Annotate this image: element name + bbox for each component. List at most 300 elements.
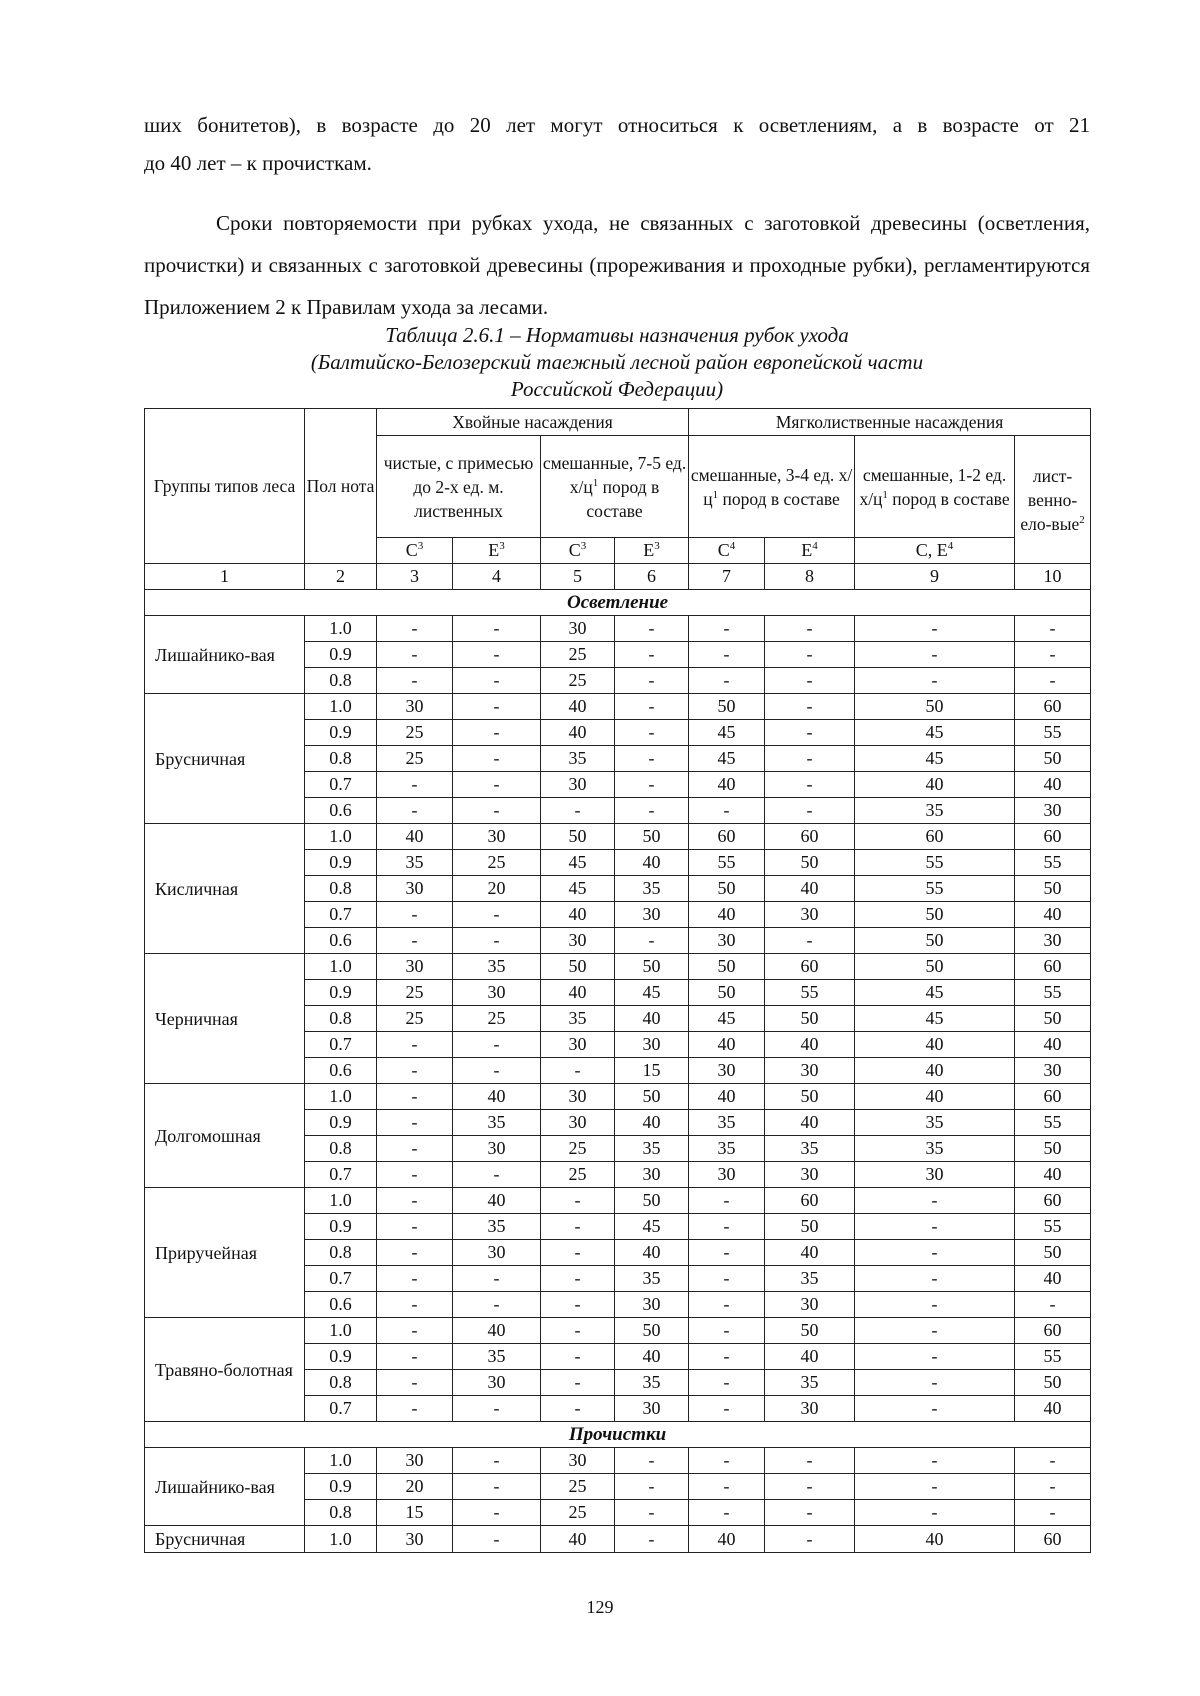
table-cell: - [377,668,453,694]
footnote-mark-3: 3 [499,540,505,552]
density-cell: 0.7 [305,1032,377,1058]
table-cell: 25 [453,850,541,876]
table-cell: 55 [1015,1110,1091,1136]
table-cell: - [541,1396,615,1422]
column-number: 4 [453,564,541,590]
table-cell: 50 [615,1318,689,1344]
table-cell: - [453,1448,541,1474]
table-cell: 55 [855,850,1015,876]
table-cell: - [615,1474,689,1500]
table-cell: 45 [689,1006,765,1032]
table-cell: - [855,1474,1015,1500]
table-cell: - [615,1500,689,1526]
table-cell: - [765,694,855,720]
density-cell: 1.0 [305,1526,377,1553]
forest-group-name: Кисличная [145,824,305,954]
header-e4 [765,538,855,564]
table-cell: - [453,694,541,720]
table-cell: - [855,1214,1015,1240]
column-number: 9 [855,564,1015,590]
table-cell: 50 [855,902,1015,928]
table-cell: - [377,1266,453,1292]
table-cell: - [1015,1500,1091,1526]
table-cell: - [615,1526,689,1553]
table-cell: 25 [541,642,615,668]
table-cell: 40 [765,1110,855,1136]
table-cell: 30 [377,1526,453,1553]
table-cell: 20 [377,1474,453,1500]
table-cell: 50 [1015,746,1091,772]
table-cell: - [377,1188,453,1214]
header-ce4 [855,538,1015,564]
table-cell: 55 [1015,720,1091,746]
table-cell: 25 [541,668,615,694]
table-cell: - [453,772,541,798]
table-cell: - [855,1188,1015,1214]
table-cell: 30 [541,1032,615,1058]
table-cell: 30 [453,980,541,1006]
table-cell: - [453,668,541,694]
density-cell: 0.8 [305,1136,377,1162]
table-cell: 35 [765,1370,855,1396]
norms-table [144,408,1091,1553]
density-cell: 0.9 [305,1474,377,1500]
density-cell: 0.8 [305,746,377,772]
table-cell: 45 [855,1006,1015,1032]
column-number: 3 [377,564,453,590]
table-cell: 30 [765,1292,855,1318]
table-cell: 30 [689,1162,765,1188]
table-cell: 30 [541,928,615,954]
table-cell: 40 [1015,772,1091,798]
table-cell: - [377,1318,453,1344]
intro-paragraph [144,112,1090,176]
table-cell: 40 [1015,902,1091,928]
density-cell: 0.9 [305,980,377,1006]
table-cell: 50 [1015,1370,1091,1396]
table-cell: - [615,668,689,694]
table-cell: - [453,1396,541,1422]
table-cell: 35 [453,1344,541,1370]
intro-line-2: до 40 лет – к прочисткам. [144,151,372,175]
table-cell: - [765,642,855,668]
table-cell: - [377,798,453,824]
table-cell: 25 [377,980,453,1006]
density-cell: 0.8 [305,876,377,902]
table-cell: 50 [855,694,1015,720]
table-cell: - [453,616,541,642]
table-cell: - [1015,642,1091,668]
table-cell: - [855,1292,1015,1318]
density-cell: 1.0 [305,1188,377,1214]
table-cell: - [689,642,765,668]
footnote-mark-3: 3 [417,540,424,552]
table-cell: 40 [615,1006,689,1032]
header-mixed-7-5 [541,436,689,538]
table-cell: 30 [453,1370,541,1396]
density-cell: 0.6 [305,928,377,954]
table-cell: 30 [765,1162,855,1188]
column-number-row [145,564,1091,590]
page-number: 129 [586,1597,614,1617]
table-cell: - [377,1110,453,1136]
table-cell: 40 [765,1240,855,1266]
footnote-mark-4: 4 [812,540,818,552]
table-cell: 40 [855,1058,1015,1084]
table-cell: 30 [615,902,689,928]
table-cell: - [689,1448,765,1474]
table-cell: 40 [541,1526,615,1553]
species-c: С [717,540,730,560]
table-cell: 55 [1015,1214,1091,1240]
forest-group-name: Лишайнико-вая [145,1448,305,1526]
table-row [145,1448,1091,1474]
header-deciduous-spruce-label: лист-венно-ело-вые [1020,465,1080,534]
table-cell: 40 [541,902,615,928]
table-cell: 35 [689,1136,765,1162]
table-cell: - [765,1448,855,1474]
table-cell: - [453,1500,541,1526]
caption-line-2: (Балтийско-Белозерский таежный лесной район европейской части [310,350,924,374]
table-cell: - [615,746,689,772]
table-cell: - [541,1344,615,1370]
table-cell: 50 [855,954,1015,980]
header-mixed-1-2-post: пород в составе [887,488,1010,509]
table-cell: 40 [1015,1162,1091,1188]
table-cell: 35 [615,1370,689,1396]
table-cell: - [855,1266,1015,1292]
table-row [145,694,1091,720]
forest-group-name: Травяно-болотная [145,1318,305,1422]
table-cell: - [615,1448,689,1474]
table-cell: 25 [377,1006,453,1032]
table-cell: - [453,1474,541,1500]
table-cell: 40 [1015,1032,1091,1058]
table-cell: 35 [453,954,541,980]
header-density: Пол нота [305,409,377,564]
table-cell: 15 [615,1058,689,1084]
forest-group-name: Лишайнико-вая [145,616,305,694]
table-cell: 50 [615,954,689,980]
table-cell: 50 [1015,1136,1091,1162]
table-cell: 60 [855,824,1015,850]
table-cell: 55 [1015,850,1091,876]
table-cell: 35 [855,1110,1015,1136]
table-cell: - [541,1214,615,1240]
header-mixed-3-4-post: пород в составе [718,488,840,509]
table-cell: - [615,616,689,642]
table-cell: 30 [377,954,453,980]
table-cell: - [689,1292,765,1318]
table-cell: 25 [541,1162,615,1188]
table-cell: 40 [855,1032,1015,1058]
table-cell: 40 [689,772,765,798]
table-cell: 25 [453,1006,541,1032]
table-cell: 35 [615,1266,689,1292]
density-cell: 0.7 [305,1396,377,1422]
table-cell: 40 [453,1188,541,1214]
column-number: 5 [541,564,615,590]
table-cell: - [377,642,453,668]
table-cell: 50 [615,824,689,850]
table-cell: 35 [615,876,689,902]
table-cell: 50 [615,1188,689,1214]
table-cell: - [615,720,689,746]
column-number: 10 [1015,564,1091,590]
table-cell: - [453,1162,541,1188]
forest-group-name: Приручейная [145,1188,305,1318]
density-cell: 0.8 [305,1500,377,1526]
species-e: Е [488,540,500,560]
table-cell: - [615,694,689,720]
section-title: Осветление [145,590,1091,616]
table-cell: - [377,1214,453,1240]
table-cell: - [689,616,765,642]
table-cell: 50 [765,1006,855,1032]
table-cell: 40 [855,1084,1015,1110]
density-cell: 0.7 [305,772,377,798]
header-mixed-3-4-pre: смешанные, 3-4 ед. х/ц [690,464,853,509]
table-cell: 55 [1015,1344,1091,1370]
table-cell: 25 [377,746,453,772]
table-cell: 35 [377,850,453,876]
density-cell: 0.9 [305,1214,377,1240]
table-cell: 60 [1015,1318,1091,1344]
species-e: Е [643,540,655,560]
table-cell: 45 [541,876,615,902]
density-cell: 0.8 [305,1006,377,1032]
species-c-e: С, Е [915,540,948,560]
density-cell: 1.0 [305,954,377,980]
table-cell: - [541,1188,615,1214]
species-c: С [568,540,581,560]
table-cell: 25 [541,1474,615,1500]
table-cell: 35 [689,1110,765,1136]
table-cell: 30 [855,1162,1015,1188]
body-paragraph: Сроки повторяемости при рубках ухода, не связанных с заготовкой древесины (осветления, прочистки) и связанных с заготовкой древесины (прореживания и проходные рубки), регламентируются Приложением 2 к Правилам ухода за лесами. [144,211,1090,319]
table-row [145,1084,1091,1110]
table-cell: 35 [615,1136,689,1162]
table-cell: - [377,616,453,642]
density-cell: 0.9 [305,720,377,746]
table-cell: 50 [855,928,1015,954]
table-cell: 25 [541,1500,615,1526]
table-cell: - [855,1240,1015,1266]
table-cell: 20 [453,876,541,902]
density-cell: 1.0 [305,694,377,720]
table-cell: 35 [765,1266,855,1292]
table-cell: - [377,772,453,798]
density-cell: 0.7 [305,1162,377,1188]
table-cell: - [615,642,689,668]
footnote-mark-1: 1 [712,488,719,501]
header-group-types: Группы типов леса [145,409,305,564]
footnote-mark-4: 4 [947,540,954,552]
table-cell: - [453,1526,541,1553]
section-row [145,1422,1091,1448]
species-e: Е [801,540,813,560]
table-cell: 30 [1015,928,1091,954]
table-cell: 30 [615,1292,689,1318]
table-cell: 40 [765,1032,855,1058]
footnote-mark-3: 3 [580,540,587,552]
density-cell: 0.9 [305,850,377,876]
table-cell: - [855,642,1015,668]
table-cell: 35 [855,1136,1015,1162]
table-cell: - [689,1474,765,1500]
column-number: 6 [615,564,689,590]
table-cell: - [377,1344,453,1370]
table-cell: 30 [453,824,541,850]
table-cell: - [377,1292,453,1318]
table-row [145,954,1091,980]
table-cell: - [1015,668,1091,694]
density-cell: 0.7 [305,1266,377,1292]
header-mixed-1-2 [855,436,1015,538]
table-header [145,409,1091,590]
table-row [145,824,1091,850]
table-cell: - [541,1370,615,1396]
table-body [145,590,1091,1553]
table-cell: 40 [765,876,855,902]
density-cell: 0.9 [305,1344,377,1370]
header-pure: чистые, с примесью до 2-х ед. м. лиственных [377,436,541,538]
table-cell: 50 [765,1214,855,1240]
table-cell: - [377,928,453,954]
table-cell: 50 [541,824,615,850]
table-cell: 30 [765,902,855,928]
density-cell: 1.0 [305,824,377,850]
table-cell: 30 [453,1136,541,1162]
footnote-mark-1: 1 [592,476,599,489]
table-cell: - [855,668,1015,694]
table-cell: 60 [1015,1188,1091,1214]
table-cell: 25 [377,720,453,746]
table-cell: 50 [689,694,765,720]
table-cell: 30 [377,694,453,720]
table-cell: - [855,616,1015,642]
table-cell: - [765,668,855,694]
table-cell: 30 [765,1396,855,1422]
density-cell: 0.8 [305,1240,377,1266]
header-c3-pure [377,538,453,564]
table-cell: - [689,798,765,824]
density-cell: 1.0 [305,1448,377,1474]
table-cell: 35 [855,798,1015,824]
table-cell: 30 [377,1448,453,1474]
table-cell: 50 [765,1084,855,1110]
table-cell: 35 [453,1110,541,1136]
table-cell: 50 [541,954,615,980]
table-cell: 35 [453,1214,541,1240]
section-row [145,590,1091,616]
header-e3-pure [453,538,541,564]
table-cell: - [541,1058,615,1084]
table-cell: 40 [1015,1266,1091,1292]
table-row [145,616,1091,642]
table-cell: - [689,1370,765,1396]
table-cell: - [377,1136,453,1162]
table-cell: 35 [541,1006,615,1032]
table-cell: 40 [541,980,615,1006]
table-cell: 60 [1015,954,1091,980]
table-cell: 60 [765,824,855,850]
table-cell: 30 [453,1240,541,1266]
table-cell: 40 [855,772,1015,798]
table-cell: - [765,746,855,772]
table-cell: 45 [615,980,689,1006]
table-cell: 55 [1015,980,1091,1006]
table-cell: 50 [765,850,855,876]
table-cell: 40 [765,1344,855,1370]
table-cell: - [1015,1474,1091,1500]
column-number: 2 [305,564,377,590]
caption-line-3: Российской Федерации) [510,377,724,401]
section-title: Прочистки [145,1422,1091,1448]
table-cell: 55 [855,876,1015,902]
table-cell: - [689,668,765,694]
table-cell: - [453,642,541,668]
density-cell: 0.6 [305,1292,377,1318]
table-cell: 30 [1015,1058,1091,1084]
header-c4 [689,538,765,564]
table-cell: - [377,1370,453,1396]
density-cell: 0.7 [305,902,377,928]
table-cell: - [453,928,541,954]
table-cell: - [689,1396,765,1422]
header-softwood: Мягколиственные насаждения [689,409,1091,436]
table-cell: - [453,720,541,746]
table-cell: - [689,1214,765,1240]
table-cell: - [855,1448,1015,1474]
table-cell: 40 [541,720,615,746]
table-cell: - [453,746,541,772]
table-cell: 30 [541,616,615,642]
header-conifer: Хвойные насаждения [377,409,689,436]
header-c3-mixed [541,538,615,564]
table-cell: - [377,902,453,928]
table-cell: - [377,1162,453,1188]
forest-group-name: Брусничная [145,1526,305,1553]
table-cell: - [377,1032,453,1058]
table-cell: 40 [615,1240,689,1266]
density-cell: 0.6 [305,798,377,824]
density-cell: 1.0 [305,1318,377,1344]
table-cell: - [377,1396,453,1422]
header-mixed-3-4 [689,436,855,538]
table-cell: - [855,1396,1015,1422]
table-row [145,1188,1091,1214]
table-cell: - [541,1292,615,1318]
table-cell: 30 [765,1058,855,1084]
table-cell: 45 [855,980,1015,1006]
table-cell: 60 [1015,1526,1091,1553]
table-cell: - [1015,1292,1091,1318]
table-cell: - [855,1318,1015,1344]
table-cell: - [855,1370,1015,1396]
table-cell: 45 [541,850,615,876]
table-cell: 30 [541,1110,615,1136]
header-mixed-1-2-pre: смешанные, 1-2 ед. х/ц [859,464,1007,509]
density-cell: 1.0 [305,616,377,642]
table-cell: 30 [689,1058,765,1084]
table-row [145,1318,1091,1344]
table-cell: 45 [855,720,1015,746]
table-cell: 35 [765,1136,855,1162]
table-cell: 50 [1015,1240,1091,1266]
table-cell: 50 [1015,1006,1091,1032]
table-cell: - [765,772,855,798]
